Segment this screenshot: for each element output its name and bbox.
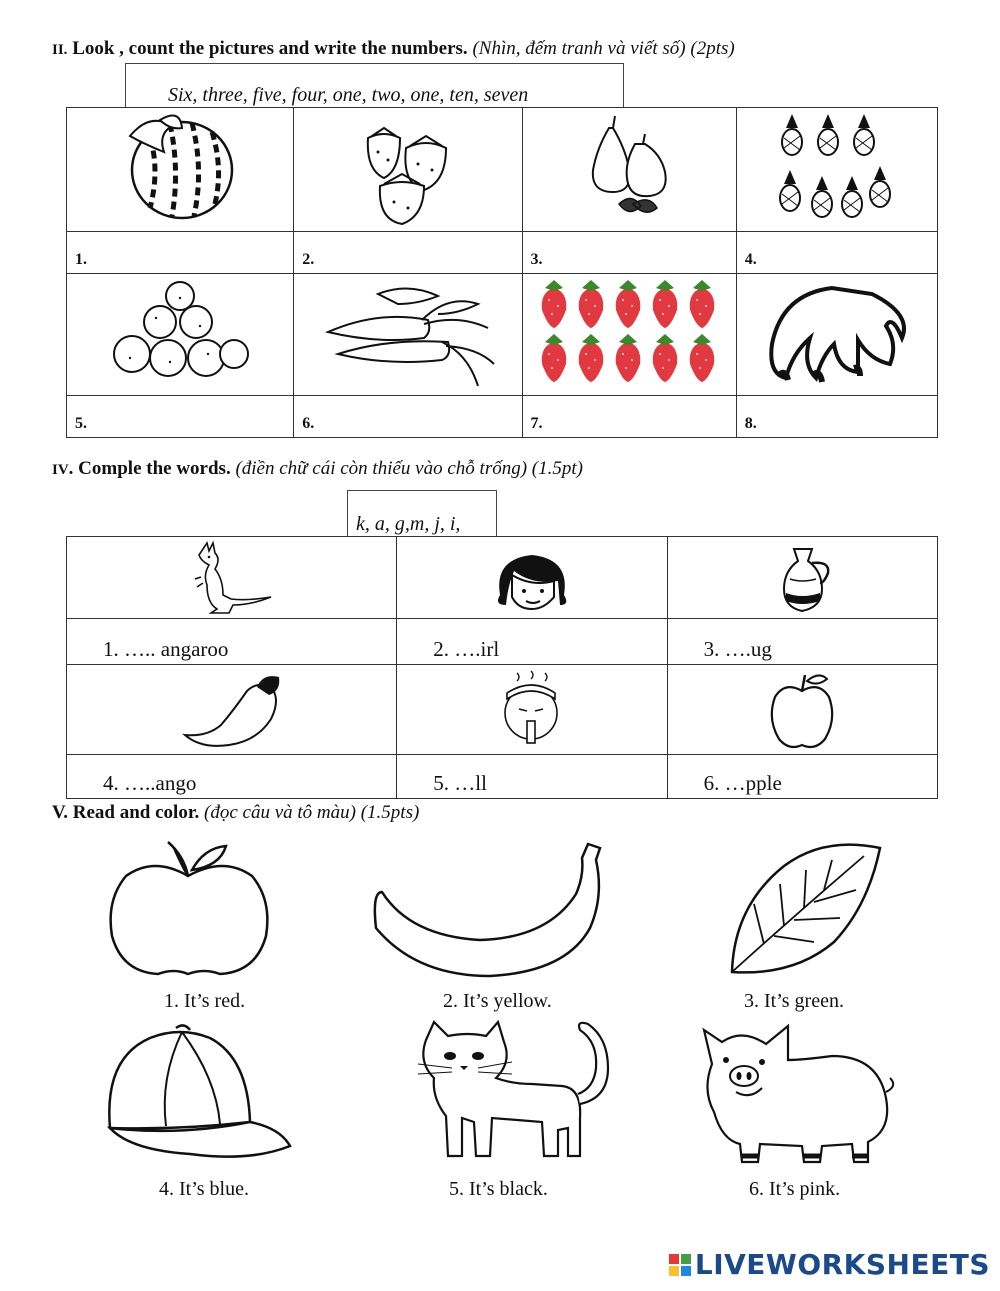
- section4-title: . Comple the words.: [68, 458, 231, 479]
- section4-roman: IV: [52, 462, 69, 478]
- color-caption-3: 3. It’s green.: [744, 990, 844, 1012]
- cell-oranges: [67, 274, 294, 396]
- label-4: 4.: [744, 251, 757, 268]
- label-cell-6: [294, 396, 522, 438]
- cell-watermelon: [67, 108, 294, 232]
- color-cap-icon: [100, 1018, 296, 1162]
- section4-title-vi: (điền chữ cái còn thiếu vào chỗ trống) (1.5pt): [235, 458, 583, 479]
- counting-table: [66, 107, 938, 438]
- oranges-icon: [110, 274, 250, 392]
- apple-icon: [767, 669, 837, 753]
- color-caption-6: 6. It’s pink.: [749, 1178, 841, 1200]
- pears-icon: [579, 108, 679, 226]
- label-7: 7.: [530, 415, 543, 432]
- cell-bananas: [736, 274, 937, 396]
- section5-title-vi: (đọc câu và tô màu) (1.5pts): [204, 802, 420, 823]
- cell-ten-strawberries: [522, 274, 736, 396]
- cell-carrots: [294, 274, 522, 396]
- word-cell-3: [667, 619, 937, 665]
- color-caption-2: 2. It’s yellow.: [443, 990, 552, 1012]
- cell-apple: [667, 665, 937, 755]
- label-cell-3: [522, 232, 736, 274]
- word-cell-6: [667, 755, 937, 799]
- cell-ill: [397, 665, 667, 755]
- color-apple-icon: [104, 836, 274, 982]
- jug-icon: [772, 543, 832, 617]
- cell-kangaroo: [67, 537, 397, 619]
- girl-icon: [492, 545, 572, 615]
- label-cell-8: [736, 396, 937, 438]
- logo-blocks-icon: [669, 1254, 691, 1276]
- word-3: 3. ….ug: [703, 637, 772, 661]
- label-3: 3.: [530, 251, 543, 268]
- word-5: 5. …ll: [433, 771, 487, 795]
- word-bank-box: [125, 63, 624, 108]
- logo-text: LIVEWORKSHEETS: [694, 1248, 990, 1281]
- label-cell-1: [67, 232, 294, 274]
- section2-title-vi: (Nhìn, đếm tranh và viết số) (2pts): [472, 38, 735, 59]
- bananas-icon: [762, 274, 912, 392]
- section5-title: V. Read and color.: [52, 802, 200, 823]
- section4-heading: [52, 458, 583, 480]
- kangaroo-icon: [187, 539, 277, 617]
- color-leaf-icon: [724, 826, 884, 976]
- color-cat-icon: [412, 1018, 622, 1164]
- word-cell-5: [397, 755, 667, 799]
- cell-mango: [67, 665, 397, 755]
- ill-face-icon: [497, 669, 567, 753]
- section2-title: Look , count the pictures and write the numbers.: [72, 38, 468, 59]
- word-4: 4. …..ango: [103, 771, 197, 795]
- watermelon-icon: [120, 108, 240, 226]
- cell-strawberries: [294, 108, 522, 232]
- word-cell-4: [67, 755, 397, 799]
- letter-bank: k, a, g,m, j, i,: [356, 513, 461, 535]
- label-cell-4: [736, 232, 937, 274]
- carrots-icon: [318, 274, 498, 392]
- word-6: 6. …pple: [703, 771, 782, 795]
- section2-roman: II.: [52, 42, 68, 58]
- word-2: 2. ….irl: [433, 637, 500, 661]
- cell-girl: [397, 537, 667, 619]
- word-cell-2: [397, 619, 667, 665]
- pineapples-icon: [772, 108, 902, 226]
- ten-strawberries-icon: [534, 274, 724, 392]
- section5-heading: [52, 802, 419, 824]
- label-8: 8.: [744, 415, 757, 432]
- label-2: 2.: [302, 251, 315, 268]
- cell-jug: [667, 537, 937, 619]
- words-table: [66, 536, 938, 799]
- color-caption-1: 1. It’s red.: [164, 990, 246, 1012]
- section2-heading: [52, 38, 735, 60]
- mango-icon: [177, 671, 287, 751]
- color-caption-4: 4. It’s blue.: [159, 1178, 249, 1200]
- letter-bank-box: [347, 490, 497, 537]
- cell-pears: [522, 108, 736, 232]
- label-cell-2: [294, 232, 522, 274]
- label-5: 5.: [75, 415, 87, 432]
- color-pig-icon: [692, 1020, 900, 1168]
- liveworksheets-logo: [669, 1248, 990, 1281]
- label-cell-7: [522, 396, 736, 438]
- word-cell-1: [67, 619, 397, 665]
- label-6: 6.: [302, 415, 315, 432]
- color-banana-icon: [370, 836, 616, 982]
- strawberries-icon: [358, 108, 458, 226]
- color-caption-5: 5. It’s black.: [449, 1178, 548, 1200]
- word-1: 1. ….. angaroo: [103, 637, 229, 661]
- cell-pineapples: [736, 108, 937, 232]
- word-bank: Six, three, five, four, one, two, one, ten, seven: [168, 84, 529, 106]
- label-cell-5: [67, 396, 294, 438]
- label-1: 1.: [75, 251, 87, 268]
